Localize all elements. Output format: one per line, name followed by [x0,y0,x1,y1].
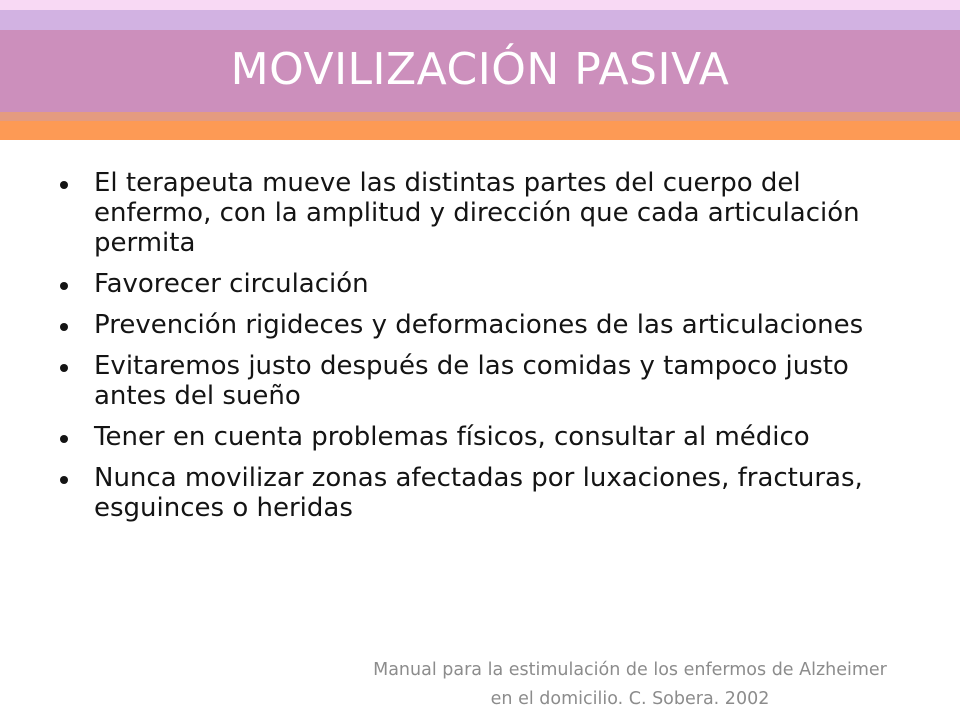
bullet-list [58,168,908,534]
bullet-text: Evitaremos justo después de las comidas y tampoco justo antes del sueño [94,351,849,411]
bullet-text: Nunca movilizar zonas afectadas por luxaciones, fracturas, esguinces o heridas [94,463,863,523]
bullet-text: El terapeuta mueve las distintas partes del cuerpo del enfermo, con la amplitud y dirección que cada articulación permita [94,168,860,258]
source-citation-line-1: Manual para la estimulación de los enfermos de Alzheimer [373,660,887,680]
slide-title: MOVILIZACIÓN PASIVA [230,44,730,95]
bullet-dot-icon [60,476,68,484]
bullet-item [58,269,908,299]
source-citation-line-2: en el domicilio. C. Sobera. 2002 [490,689,770,709]
source-citation [300,656,960,714]
header-band-orange [0,121,960,140]
header-band-lavender [0,10,960,30]
bullet-item [58,422,908,452]
bullet-text: Favorecer circulación [94,269,369,299]
bullet-dot-icon [60,323,68,331]
bullet-dot-icon [60,181,68,189]
bullet-dot-icon [60,435,68,443]
header-band-rose [0,112,960,121]
bullet-dot-icon [60,282,68,290]
bullet-text: Prevención rigideces y deformaciones de las articulaciones [94,310,864,340]
bullet-dot-icon [60,364,68,372]
bullet-item [58,463,908,523]
bullet-item [58,168,908,258]
bullet-item [58,310,908,340]
bullet-item [58,351,908,411]
bullet-text: Tener en cuenta problemas físicos, consultar al médico [94,422,810,452]
header-band-top [0,0,960,10]
